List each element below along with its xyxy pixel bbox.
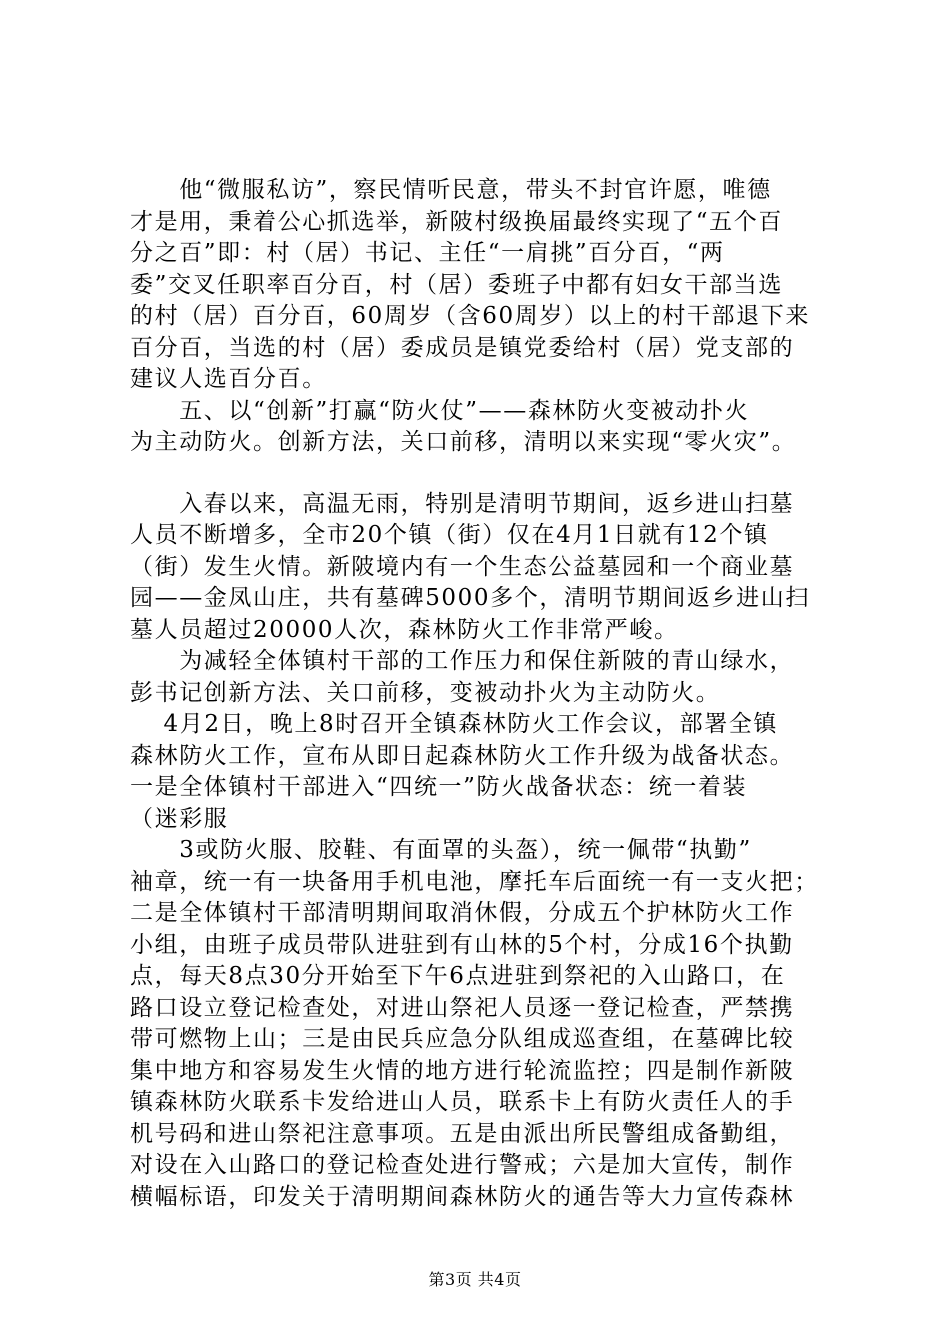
text-line: 森林防火工作，宣布从即日起森林防火工作升级为战备状态。 bbox=[130, 742, 795, 769]
text-line: 五、以“创新”打赢“防火仗”——森林防火变被动扑火 bbox=[130, 397, 750, 424]
page-footer: 第3页 共4页 bbox=[428, 1270, 522, 1289]
text-line: 百分百，当选的村（居）委成员是镇党委给村（居）党支部的 bbox=[130, 334, 795, 361]
text-line: 4月2日，晚上8时召开全镇森林防火工作会议，部署全镇 bbox=[130, 711, 779, 737]
text-line: 园——金凤山庄，共有墓碑5000多个，清明节期间返乡进山扫 bbox=[130, 585, 810, 611]
text-line: 建议人选百分百。 bbox=[130, 366, 327, 392]
text-line: （迷彩服 bbox=[130, 805, 229, 832]
paragraph-1 bbox=[130, 175, 840, 396]
text-line: 集中地方和容易发生火情的地方进行轮流监控；四是制作新陂 bbox=[130, 1057, 795, 1084]
body-text bbox=[130, 175, 840, 1213]
paragraph-6 bbox=[130, 835, 840, 1213]
text-line: 人员不断增多，全市20个镇（街）仅在4月1日就有12个镇 bbox=[130, 522, 769, 548]
paragraph-5 bbox=[130, 709, 840, 835]
text-line: 彭书记创新方法、关口前移，变被动扑火为主动防火。 bbox=[130, 679, 721, 706]
text-line: 分之百”即：村（居）书记、主任“一肩挑”百分百，“两 bbox=[130, 240, 725, 266]
text-line: 为主动防火。创新方法，关口前移，清明以来实现“零火灾”。 bbox=[130, 429, 797, 455]
text-line: 一是全体镇村干部进入“四统一”防火战备状态：统一着装 bbox=[130, 774, 748, 800]
text-line: 路口设立登记检查处，对进山祭祀人员逐一登记检查，严禁携 bbox=[130, 994, 795, 1021]
text-line: 二是全体镇村干部清明期间取消休假，分成五个护林防火工作 bbox=[130, 900, 795, 926]
paragraph-gap bbox=[130, 459, 840, 489]
text-line: 他“微服私访”，察民情听民意，带头不封官许愿，唯德 bbox=[130, 177, 772, 203]
text-line: 横幅标语，印发关于清明期间森林防火的通告等大力宣传森林 bbox=[130, 1183, 795, 1210]
text-line: 袖章，统一有一块备用手机电池，摩托车后面统一有一支火把； bbox=[130, 868, 819, 895]
text-line: 为减轻全体镇村干部的工作压力和保住新陂的青山绿水， bbox=[130, 648, 795, 674]
text-line: 镇森林防火联系卡发给进山人员，联系卡上有防火责任人的手 bbox=[130, 1089, 795, 1115]
text-line: 入春以来，高温无雨，特别是清明节期间，返乡进山扫墓 bbox=[130, 490, 795, 517]
text-line: （街）发生火情。新陂境内有一个生态公益墓园和一个商业墓 bbox=[130, 553, 795, 580]
text-line: 才是用，秉着公心抓选举，新陂村级换届最终实现了“五个百 bbox=[130, 208, 783, 235]
text-line: 对设在入山路口的登记检查处进行警戒；六是加大宣传，制作 bbox=[130, 1152, 795, 1178]
paragraph-3 bbox=[130, 489, 840, 647]
text-line: 点，每天8点30分开始至下午6点进驻到祭祀的入山路口，在 bbox=[130, 963, 786, 989]
text-line: 3或防火服、胶鞋、有面罩的头盔），统一佩带“执勤” bbox=[130, 837, 752, 863]
text-line: 委”交叉任职率百分百，村（居）委班子中都有妇女干部当选 bbox=[130, 271, 783, 298]
text-line: 机号码和进山祭祀注意事项。五是由派出所民警组成备勤组， bbox=[130, 1120, 795, 1147]
text-line: 墓人员超过20000人次，森林防火工作非常严峻。 bbox=[130, 616, 679, 643]
text-line: 小组，由班子成员带队进驻到有山林的5个村，分成16个执勤 bbox=[130, 931, 794, 958]
paragraph-4 bbox=[130, 646, 840, 709]
text-line: 带可燃物上山；三是由民兵应急分队组成巡查组，在墓碑比较 bbox=[130, 1026, 795, 1052]
text-line: 的村（居）百分百，60周岁（含60周岁）以上的村干部退下来 bbox=[130, 303, 810, 329]
paragraph-2 bbox=[130, 396, 840, 459]
